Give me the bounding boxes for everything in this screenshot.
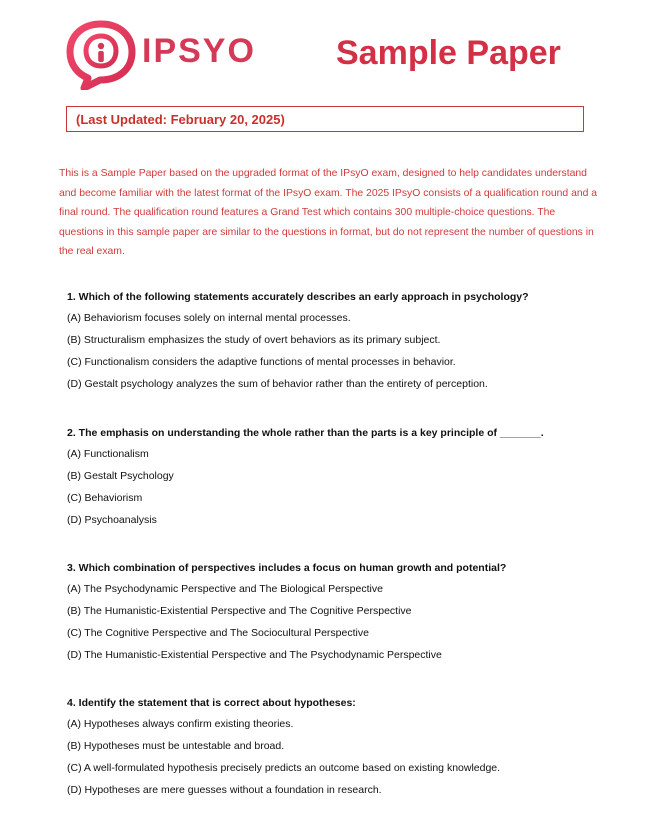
option-list <box>67 582 607 670</box>
option-b: (B) The Humanistic-Existential Perspective and The Cognitive Perspective <box>67 605 412 617</box>
question-text: 4. Identify the statement that is correct about hypotheses: <box>67 697 356 709</box>
option-c: (C) Functionalism considers the adaptive functions of mental processes in behavior. <box>67 356 456 368</box>
option-b: (B) Hypotheses must be untestable and broad. <box>67 740 285 752</box>
option-list <box>67 311 607 399</box>
option-a: (A) Functionalism <box>67 448 149 460</box>
option-d: (D) Hypotheses are mere guesses without a foundation in research. <box>67 784 382 796</box>
brand-name: IPSYO <box>142 32 256 70</box>
intro-paragraph: This is a Sample Paper based on the upgraded format of the IPsyO exam, designed to help candidates understand and become familiar with the latest format of the IPsyO exam. The 2025 IPsyO consists of a qualification round and a final round. The qualification round features a Grand Test which contains 300 multiple-choice questions. The questions in this sample paper are similar to the questions in format, but do not represent the number of questions in the real exam. <box>59 168 598 258</box>
question-text: 1. Which of the following statements accurately describes an early approach in psychology? <box>67 291 529 303</box>
option-a: (A) The Psychodynamic Perspective and The Biological Perspective <box>67 583 383 595</box>
question-1 <box>67 290 607 399</box>
option-d: (D) The Humanistic-Existential Perspective and The Psychodynamic Perspective <box>67 649 442 661</box>
option-d: (D) Gestalt psychology analyzes the sum of behavior rather than the entirety of perception. <box>67 378 488 390</box>
page-title: Sample Paper <box>336 34 561 72</box>
option-b: (B) Gestalt Psychology <box>67 470 174 482</box>
option-d: (D) Psychoanalysis <box>67 514 157 526</box>
option-c: (C) Behaviorism <box>67 492 143 504</box>
option-c: (C) The Cognitive Perspective and The Sociocultural Perspective <box>67 627 369 639</box>
question-4 <box>67 696 607 805</box>
question-text: 2. The emphasis on understanding the whole rather than the parts is a key principle of _______. <box>67 427 544 439</box>
page-header <box>0 0 652 110</box>
last-updated-box: (Last Updated: February 20, 2025) <box>66 106 584 132</box>
option-a: (A) Hypotheses always confirm existing theories. <box>67 718 294 730</box>
option-list <box>67 447 607 535</box>
question-2 <box>67 426 607 535</box>
option-b: (B) Structuralism emphasizes the study of overt behaviors as its primary subject. <box>67 334 441 346</box>
option-a: (A) Behaviorism focuses solely on internal mental processes. <box>67 312 351 324</box>
question-text: 3. Which combination of perspectives includes a focus on human growth and potential? <box>67 562 507 574</box>
ipsyo-logo-icon <box>64 20 138 90</box>
option-c: (C) A well-formulated hypothesis precisely predicts an outcome based on existing knowledge. <box>67 762 501 774</box>
option-list <box>67 717 607 805</box>
question-3 <box>67 561 607 670</box>
